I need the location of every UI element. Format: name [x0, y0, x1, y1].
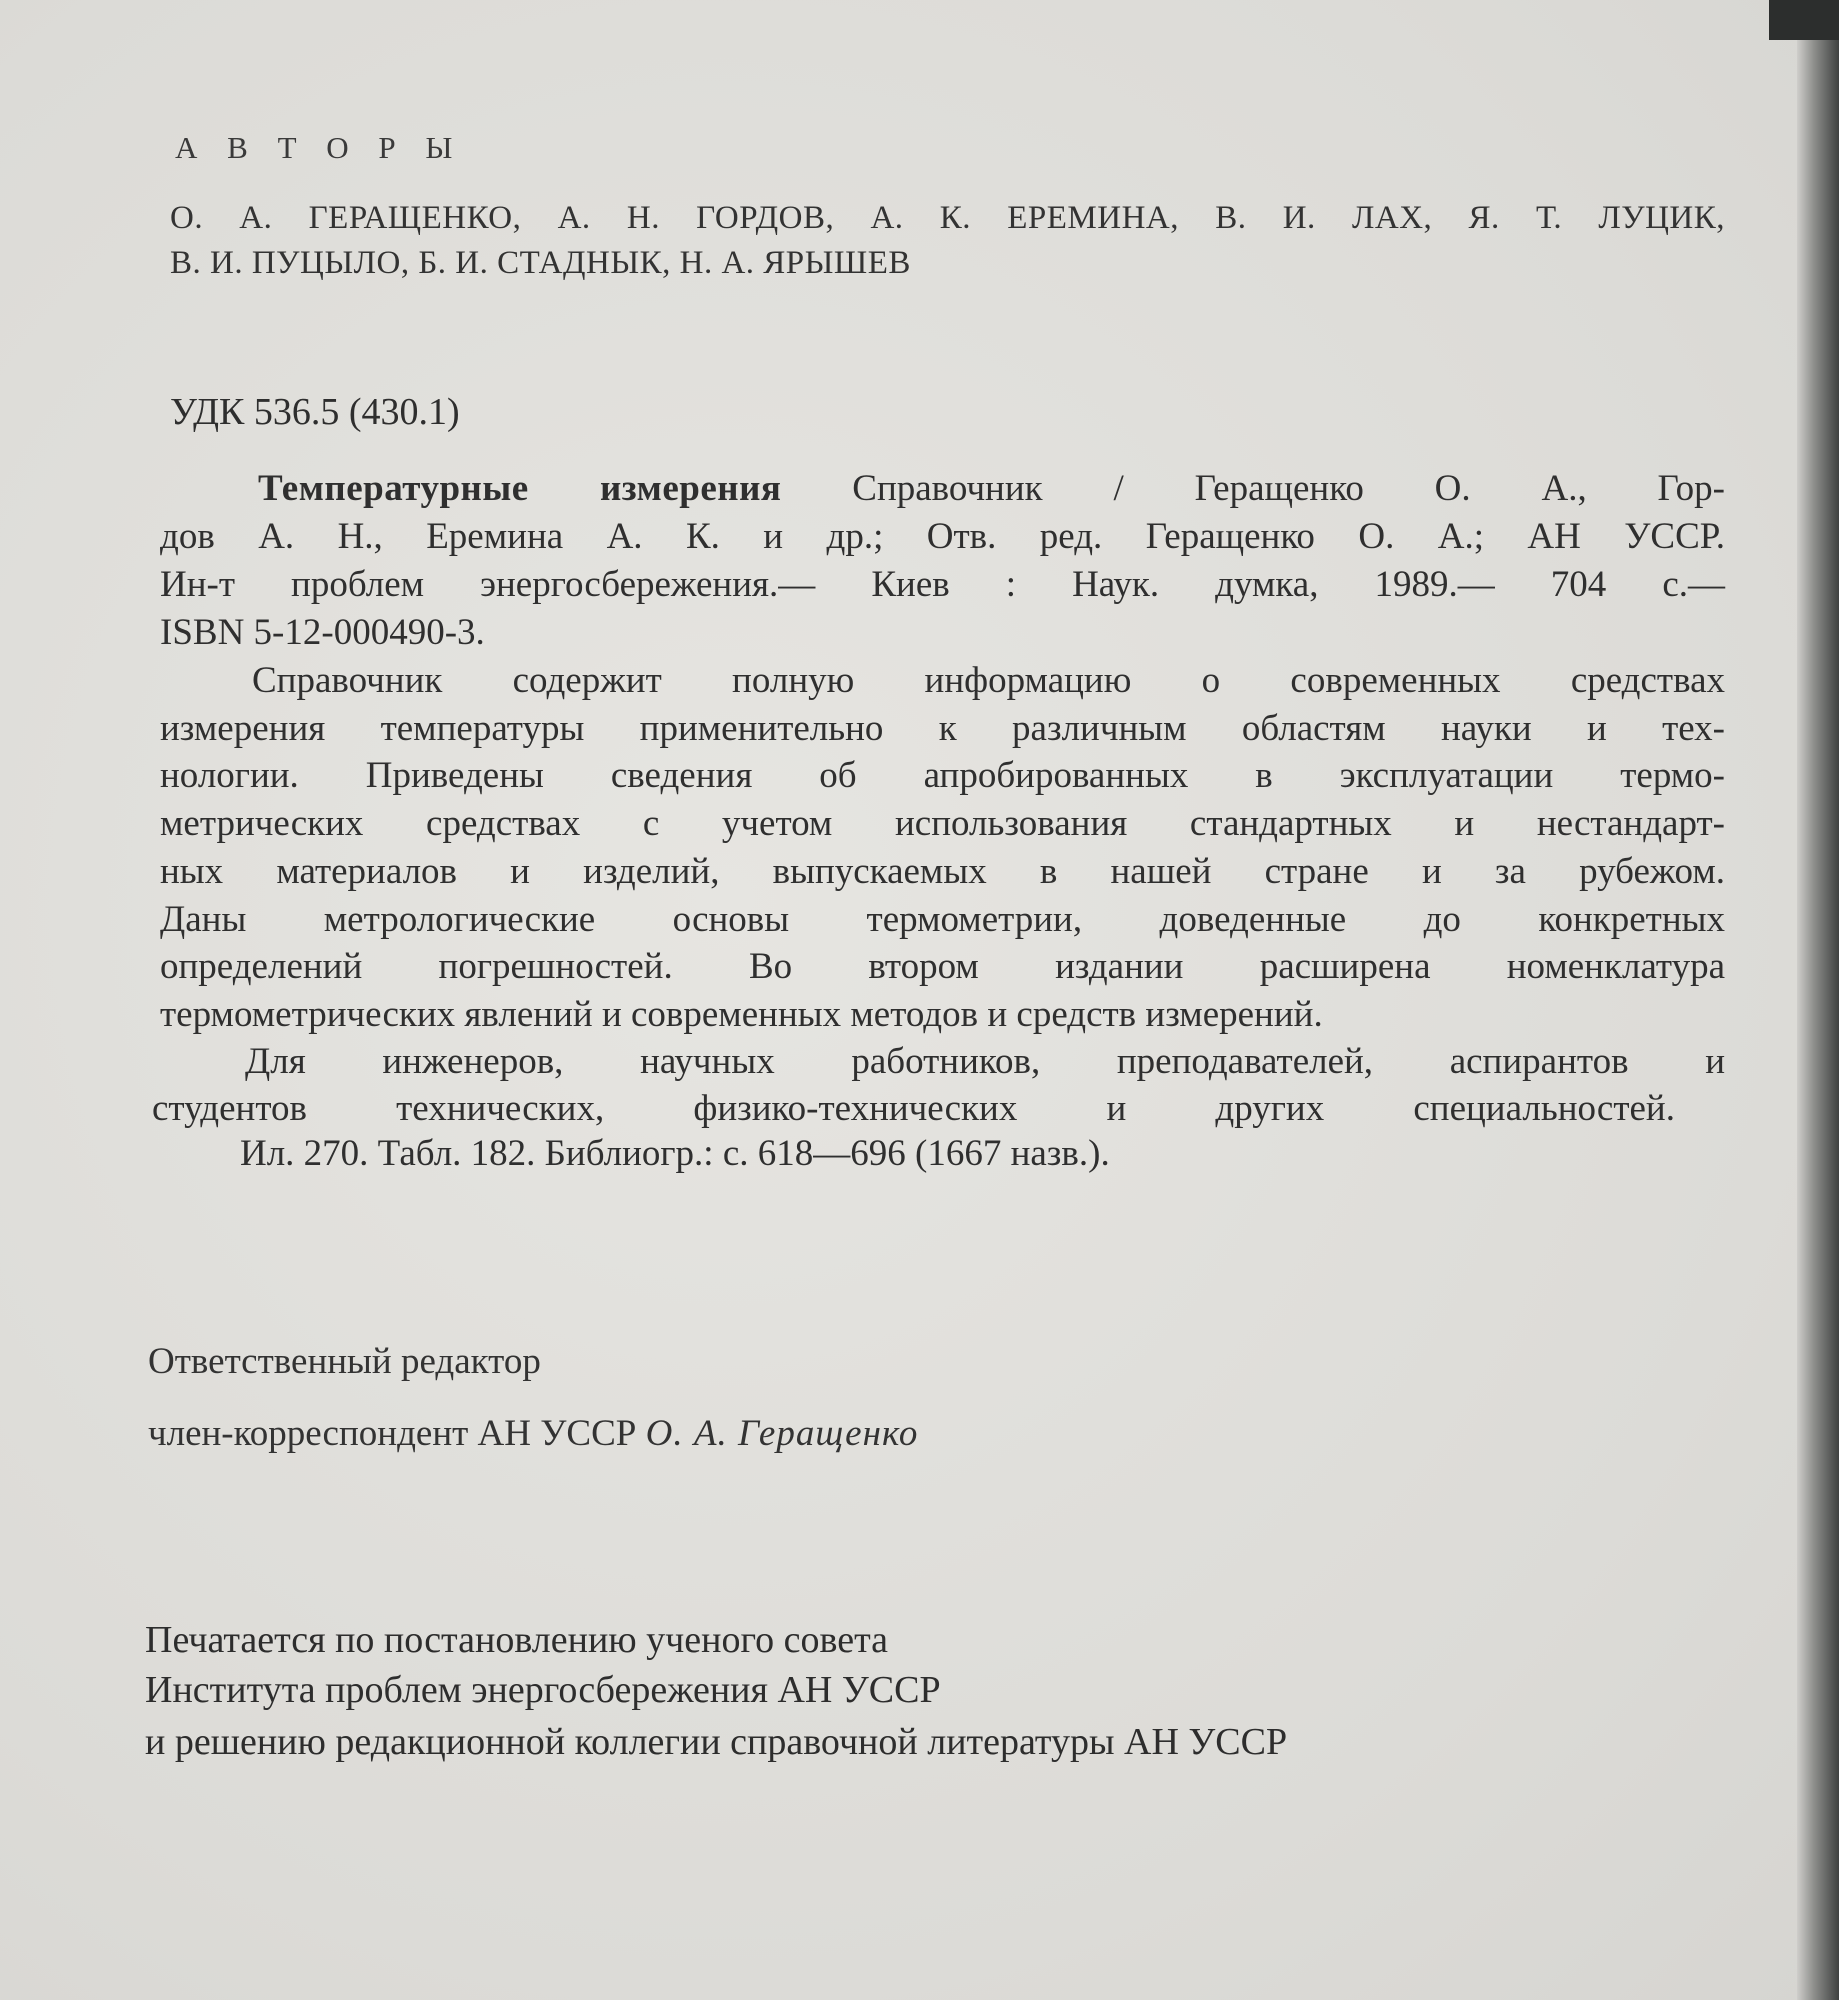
authors-line-2: В. И. ПУЦЫЛО, Б. И. СТАДНЫК, Н. А. ЯРЫШЕВ [170, 245, 911, 281]
page-corner-shadow [1769, 0, 1839, 40]
abstract-line: Справочник содержит полную информацию о современных средствах [252, 660, 1725, 701]
council-line-2: Института проблем энергосбережения АН УССР [145, 1669, 941, 1711]
abstract-line: измерения температуры применительно к различным областям науки и тех- [160, 708, 1725, 749]
bibliographic-line-2: дов А. Н., Еремина А. К. и др.; Отв. ред. Геращенко О. А.; АН УССР. [160, 516, 1725, 557]
abstract-line: ных материалов и изделий, выпускаемых в нашей стране и за рубежом. [160, 851, 1725, 892]
bibliographic-line-4: ISBN 5-12-000490-3. [160, 612, 485, 653]
book-title: Температурные измерения [258, 468, 782, 509]
bibliographic-line-1 [258, 467, 1725, 510]
udk-code: УДК 536.5 (430.1) [170, 391, 460, 433]
editor-position: член-корреспондент АН УССР [148, 1413, 646, 1454]
bibliographic-line-1-rest: Справочник / Геращенко О. А., Гор- [781, 468, 1725, 509]
editor-label: Ответственный редактор [148, 1341, 541, 1382]
audience-line-1: Для инженеров, научных работников, преподавателей, аспирантов и [245, 1041, 1725, 1082]
audience-line-2: студентов технических, физико-технических и других специальностей. [152, 1088, 1675, 1129]
council-line-3: и решению редакционной коллегии справочной литературы АН УССР [145, 1721, 1288, 1763]
abstract-line: термометрических явлений и современных методов и средств измерений. [160, 994, 1323, 1035]
page-edge-shadow [1797, 0, 1839, 2000]
editor-name: О. А. Геращенко [645, 1413, 919, 1454]
abstract-line: метрических средствах с учетом использования стандартных и нестандарт- [160, 803, 1725, 844]
publication-stats: Ил. 270. Табл. 182. Библиогр.: с. 618—696 (1667 назв.). [240, 1133, 1110, 1174]
bibliographic-line-3: Ин-т проблем энергосбережения.— Киев : Наук. думка, 1989.— 704 с.— [160, 564, 1725, 605]
authors-line-1: О. А. ГЕРАЩЕНКО, А. Н. ГОРДОВ, А. К. ЕРЕМИНА, В. И. ЛАХ, Я. Т. ЛУЦИК, [170, 200, 1725, 236]
abstract-line: определений погрешностей. Во втором издании расширена номенклатура [160, 946, 1725, 987]
council-line-1: Печатается по постановлению ученого совета [145, 1619, 889, 1661]
editor-line [148, 1412, 918, 1455]
abstract-line: Даны метрологические основы термометрии, доведенные до конкретных [160, 899, 1725, 940]
authors-heading: А В Т О Р Ы [175, 130, 464, 165]
abstract-line: нологии. Приведены сведения об апробированных в эксплуатации термо- [160, 755, 1725, 796]
